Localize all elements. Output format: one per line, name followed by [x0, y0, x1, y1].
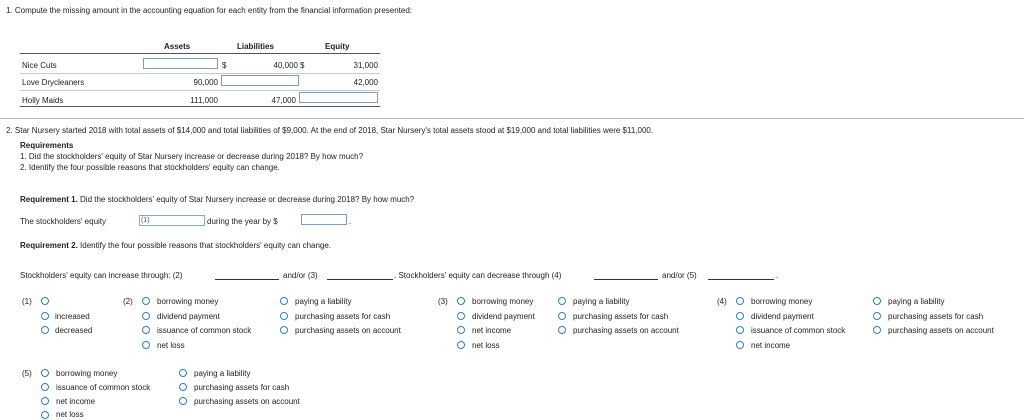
- option-label: borrowing money: [751, 297, 813, 306]
- option-label: purchasing assets on account: [573, 326, 679, 335]
- question-2-prompt: 2. Star Nursery started 2018 with total assets of $14,000 and total liabilities of $9,000. At the end of 2018, Star Nursery's total assets stood at $19,000 and total liabilities were $11,000.: [6, 126, 654, 135]
- equity-sentence-start: The stockholders' equity: [20, 217, 107, 226]
- option-radio[interactable]: [41, 411, 49, 419]
- equity-sentence-middle: during the year by $: [207, 217, 278, 226]
- option-radio[interactable]: [41, 326, 49, 334]
- option-label: dividend payment: [751, 312, 814, 321]
- option-radio[interactable]: [457, 297, 465, 305]
- dollar-sign: $: [300, 61, 305, 70]
- option-radio[interactable]: [558, 326, 566, 334]
- option-radio[interactable]: [280, 297, 288, 305]
- group-1-blank-radio[interactable]: [41, 297, 49, 305]
- option-label: net loss: [56, 410, 84, 419]
- option-radio[interactable]: [142, 312, 150, 320]
- option-radio[interactable]: [457, 326, 465, 334]
- option-label: increased: [55, 312, 90, 321]
- option-label: issuance of common stock: [751, 326, 846, 335]
- group-5-label: (5): [22, 369, 32, 378]
- row-name-love-drycleaners: Love Drycleaners: [22, 78, 85, 87]
- option-radio[interactable]: [558, 312, 566, 320]
- group-3-label: (3): [438, 297, 448, 306]
- equity-change-dropdown[interactable]: (1): [139, 215, 205, 226]
- nice-cuts-equity-value: 31,000: [353, 61, 378, 70]
- blank-5-line[interactable]: [708, 279, 774, 280]
- nice-cuts-assets-input[interactable]: [143, 58, 218, 69]
- option-label: borrowing money: [157, 297, 219, 306]
- holly-maids-equity-input[interactable]: [299, 92, 378, 103]
- header-liabilities: Liabilities: [237, 42, 274, 51]
- love-drycleaners-liabilities-input[interactable]: [221, 75, 299, 86]
- nice-cuts-liabilities-value: 40,000: [273, 61, 298, 70]
- decrease-through-label: . Stockholders' equity can decrease through (4): [394, 271, 562, 280]
- option-label: purchasing assets on account: [194, 397, 300, 406]
- sentence-end: .: [776, 271, 779, 280]
- option-radio[interactable]: [41, 312, 49, 320]
- sentence-period: .: [349, 217, 352, 226]
- blank-4-line[interactable]: [594, 279, 658, 280]
- dollar-sign: $: [222, 61, 227, 70]
- option-radio[interactable]: [142, 297, 150, 305]
- option-radio[interactable]: [873, 297, 881, 305]
- option-label: paying a liability: [295, 297, 352, 306]
- row-name-nice-cuts: Nice Cuts: [22, 61, 57, 70]
- option-radio[interactable]: [736, 312, 744, 320]
- group-2-label: (2): [123, 297, 133, 306]
- requirement-1-heading: [20, 195, 414, 204]
- option-radio[interactable]: [736, 326, 744, 334]
- option-label: decreased: [55, 326, 93, 335]
- option-label: net income: [751, 341, 791, 350]
- option-label: paying a liability: [573, 297, 630, 306]
- group-1-label: (1): [22, 297, 32, 306]
- holly-maids-liabilities-value: 47,000: [271, 96, 296, 105]
- option-radio[interactable]: [280, 326, 288, 334]
- option-radio[interactable]: [280, 312, 288, 320]
- option-radio[interactable]: [457, 312, 465, 320]
- option-radio[interactable]: [142, 326, 150, 334]
- option-label: dividend payment: [472, 312, 535, 321]
- increase-through-label: Stockholders' equity can increase through: (2): [20, 271, 183, 280]
- holly-maids-assets-value: 111,000: [190, 96, 218, 105]
- option-radio[interactable]: [179, 397, 187, 405]
- love-drycleaners-equity-value: 42,000: [353, 78, 378, 87]
- requirement-1-label: Requirement 1.: [20, 195, 78, 204]
- requirements-heading: Requirements: [20, 141, 74, 150]
- option-label: net income: [472, 326, 512, 335]
- option-label: dividend payment: [157, 312, 220, 321]
- option-label: net loss: [472, 341, 500, 350]
- requirement-2-text: 2. Identify the four possible reasons that stockholders' equity can change.: [20, 163, 280, 172]
- option-radio[interactable]: [873, 312, 881, 320]
- option-label: issuance of common stock: [56, 383, 151, 392]
- requirement-2-label: Requirement 2.: [20, 241, 78, 250]
- option-label: purchasing assets on account: [295, 326, 401, 335]
- question-1-prompt: 1. Compute the missing amount in the accounting equation for each entity from the financial information presented:: [6, 6, 413, 15]
- option-radio[interactable]: [179, 369, 187, 377]
- option-label: borrowing money: [56, 369, 118, 378]
- option-radio[interactable]: [558, 297, 566, 305]
- header-assets: Assets: [164, 42, 191, 51]
- and-or-label-2: and/or (5): [662, 271, 697, 280]
- option-label: purchasing assets for cash: [194, 383, 290, 392]
- option-label: purchasing assets on account: [888, 326, 994, 335]
- option-label: purchasing assets for cash: [573, 312, 669, 321]
- option-radio[interactable]: [41, 397, 49, 405]
- requirement-1-text: 1. Did the stockholders' equity of Star Nursery increase or decrease during 2018? By how much?: [20, 152, 364, 161]
- option-label: paying a liability: [888, 297, 945, 306]
- option-label: purchasing assets for cash: [888, 312, 984, 321]
- group-4-label: (4): [717, 297, 727, 306]
- option-radio[interactable]: [41, 383, 49, 391]
- row-name-holly-maids: Holly Maids: [22, 96, 64, 105]
- blank-2-line[interactable]: [215, 279, 279, 280]
- header-equity: Equity: [325, 42, 350, 51]
- option-label: purchasing assets for cash: [295, 312, 391, 321]
- requirement-2-question: Identify the four possible reasons that stockholders' equity can change.: [77, 241, 332, 250]
- option-radio[interactable]: [41, 369, 49, 377]
- option-label: issuance of common stock: [157, 326, 252, 335]
- option-label: borrowing money: [472, 297, 534, 306]
- requirement-1-question: Did the stockholders' equity of Star Nursery increase or decrease during 2018? By how much?: [77, 195, 415, 204]
- option-radio[interactable]: [457, 341, 465, 349]
- option-radio[interactable]: [142, 341, 150, 349]
- option-label: net loss: [157, 341, 185, 350]
- option-radio[interactable]: [736, 341, 744, 349]
- love-drycleaners-assets-value: 90,000: [193, 78, 218, 87]
- and-or-label-1: and/or (3): [283, 271, 318, 280]
- option-radio[interactable]: [179, 383, 187, 391]
- option-label: net income: [56, 397, 96, 406]
- option-radio[interactable]: [736, 297, 744, 305]
- option-radio[interactable]: [873, 326, 881, 334]
- requirement-2-heading: [20, 241, 331, 250]
- blank-3-line[interactable]: [327, 279, 393, 280]
- option-label: paying a liability: [194, 369, 251, 378]
- equity-change-amount-input[interactable]: [301, 214, 347, 225]
